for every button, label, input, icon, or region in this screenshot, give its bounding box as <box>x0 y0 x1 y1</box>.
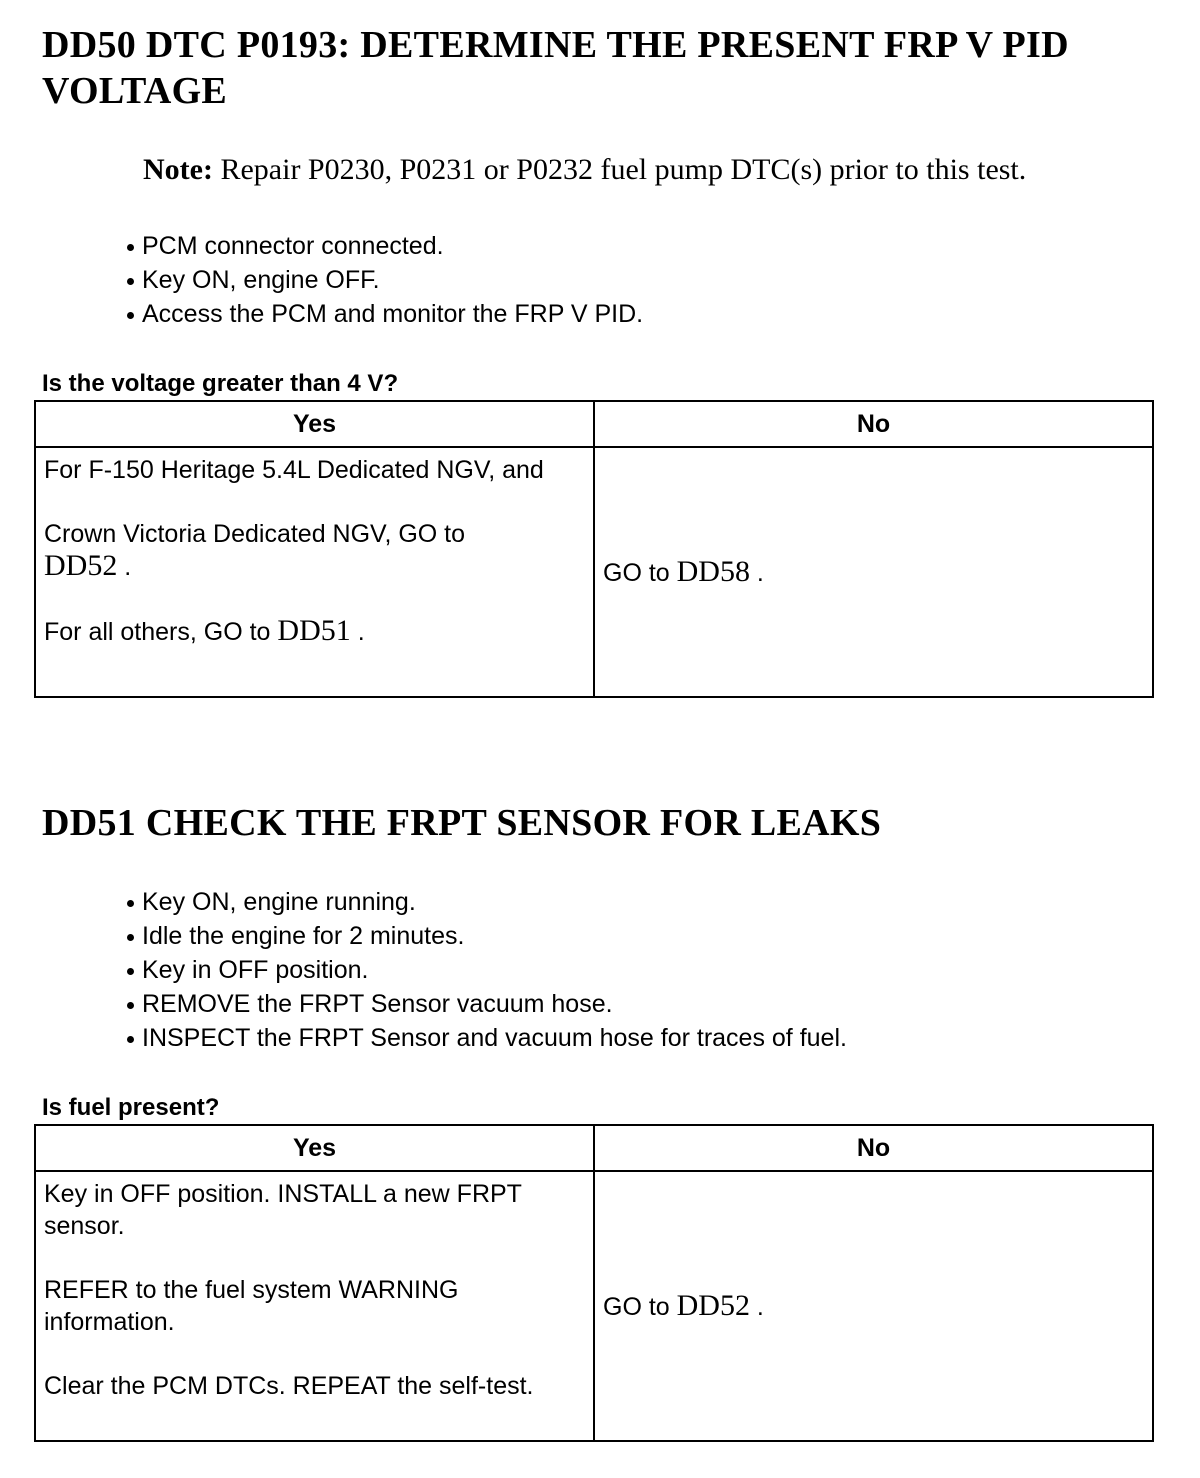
yes-cell <box>35 1171 594 1441</box>
table-row <box>35 1171 1153 1441</box>
list-item: INSPECT the FRPT Sensor and vacuum hose for traces of fuel. <box>124 1021 847 1055</box>
list-item: Idle the engine for 2 minutes. <box>124 919 847 953</box>
no-cell: GO to DD52 . <box>594 1171 1153 1441</box>
list-item: PCM connector connected. <box>124 229 643 263</box>
yes-paragraph: Crown Victoria Dedicated NGV, GO to DD52 . <box>44 520 466 582</box>
dd51-steps-list <box>124 885 847 1055</box>
dd50-title: DD50 DTC P0193: DETERMINE THE PRESENT FRP V PID VOLTAGE <box>42 24 1069 112</box>
dd58-link[interactable]: DD58 <box>676 554 750 588</box>
dd52-link[interactable]: DD52 <box>44 549 118 582</box>
dd50-note <box>143 150 1026 190</box>
dd51-question: Is fuel present? <box>42 1094 220 1121</box>
yes-paragraph: Clear the PCM DTCs. REPEAT the self-test. <box>44 1372 534 1400</box>
yes-header: Yes <box>35 1125 594 1171</box>
list-item: Key in OFF position. <box>124 953 847 987</box>
dd50-steps-list <box>124 229 643 331</box>
dd50-answer-table <box>34 400 1154 698</box>
dd52-link[interactable]: DD52 <box>676 1288 750 1322</box>
no-cell: GO to DD58 . <box>594 447 1153 697</box>
yes-header: Yes <box>35 401 594 447</box>
table-row <box>35 447 1153 697</box>
no-header: No <box>594 401 1153 447</box>
no-text: GO to <box>603 1292 670 1321</box>
note-label: Note: <box>143 153 213 186</box>
list-item: Access the PCM and monitor the FRP V PID. <box>124 297 643 331</box>
table-header-row <box>35 1125 1153 1171</box>
yes-paragraph: For all others, GO to DD51 . <box>44 614 365 647</box>
yes-text: For all others, GO to <box>44 618 271 646</box>
no-text: GO to <box>603 558 670 587</box>
list-item: Key ON, engine OFF. <box>124 263 643 297</box>
yes-paragraph: Key in OFF position. INSTALL a new FRPT sensor. <box>44 1180 522 1240</box>
dd50-question: Is the voltage greater than 4 V? <box>42 370 399 397</box>
dd51-link[interactable]: DD51 <box>277 614 351 647</box>
dd51-answer-table <box>34 1124 1154 1442</box>
list-item: REMOVE the FRPT Sensor vacuum hose. <box>124 987 847 1021</box>
yes-text: Crown Victoria Dedicated NGV, GO to <box>44 520 466 548</box>
yes-cell <box>35 447 594 697</box>
table-header-row <box>35 401 1153 447</box>
no-header: No <box>594 1125 1153 1171</box>
yes-paragraph: REFER to the fuel system WARNING information. <box>44 1276 459 1336</box>
note-text: Repair P0230, P0231 or P0232 fuel pump DTC(s) prior to this test. <box>220 153 1027 186</box>
list-item: Key ON, engine running. <box>124 885 847 919</box>
yes-paragraph: For F-150 Heritage 5.4L Dedicated NGV, and <box>44 456 544 484</box>
dd51-title: DD51 CHECK THE FRPT SENSOR FOR LEAKS <box>42 802 882 844</box>
